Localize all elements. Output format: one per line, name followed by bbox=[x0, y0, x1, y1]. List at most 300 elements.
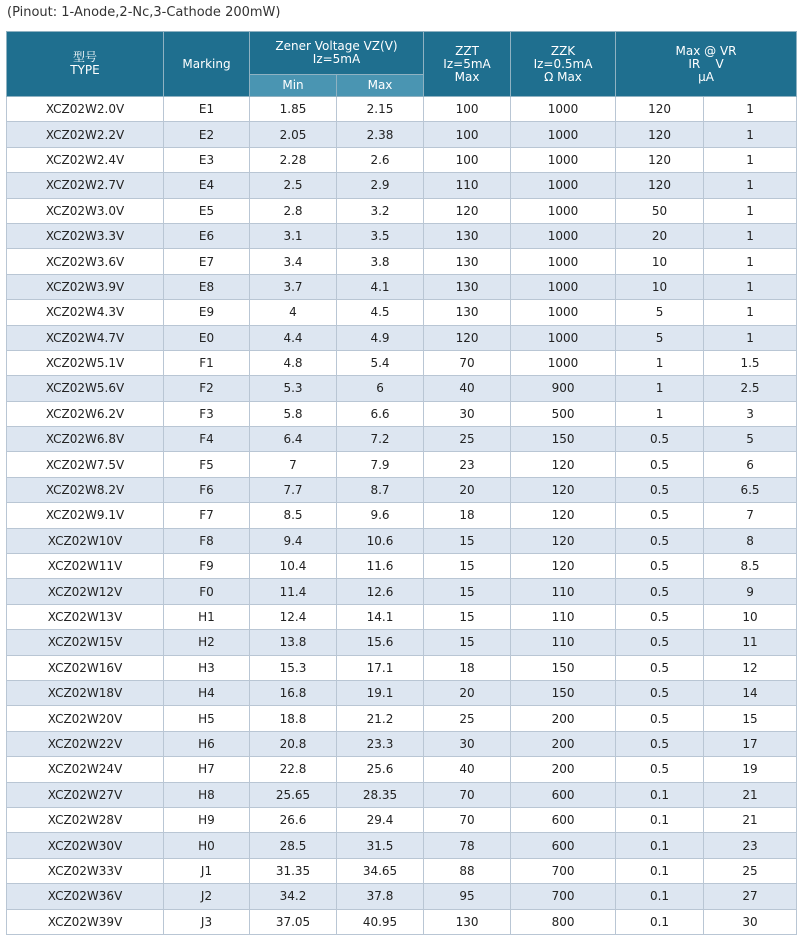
cell-type: XCZ02W15V bbox=[7, 630, 164, 655]
cell-zzk: 500 bbox=[511, 401, 616, 426]
cell-zzk: 120 bbox=[511, 503, 616, 528]
header-zzt-line1: ZZT bbox=[455, 43, 479, 58]
cell-marking: H7 bbox=[164, 757, 250, 782]
cell-ir: 0.5 bbox=[616, 731, 704, 756]
cell-vr: 17 bbox=[704, 731, 797, 756]
table-row bbox=[7, 706, 797, 731]
cell-vz-min: 3.7 bbox=[250, 274, 337, 299]
cell-zzk: 1000 bbox=[511, 198, 616, 223]
cell-zzt: 100 bbox=[424, 122, 511, 147]
table-row bbox=[7, 249, 797, 274]
cell-ir: 0.5 bbox=[616, 579, 704, 604]
cell-zzt: 70 bbox=[424, 350, 511, 375]
cell-zzt: 15 bbox=[424, 579, 511, 604]
cell-marking: H0 bbox=[164, 833, 250, 858]
cell-vz-max: 6 bbox=[337, 376, 424, 401]
cell-zzk: 900 bbox=[511, 376, 616, 401]
cell-vz-max: 34.65 bbox=[337, 858, 424, 883]
cell-vz-max: 17.1 bbox=[337, 655, 424, 680]
cell-zzk: 1000 bbox=[511, 249, 616, 274]
cell-zzt: 88 bbox=[424, 858, 511, 883]
table-row bbox=[7, 884, 797, 909]
cell-vz-max: 2.6 bbox=[337, 147, 424, 172]
cell-zzt: 100 bbox=[424, 97, 511, 122]
cell-vz-min: 22.8 bbox=[250, 757, 337, 782]
cell-zzk: 800 bbox=[511, 909, 616, 934]
table-row bbox=[7, 325, 797, 350]
cell-zzk: 1000 bbox=[511, 173, 616, 198]
cell-type: XCZ02W30V bbox=[7, 833, 164, 858]
cell-zzt: 40 bbox=[424, 757, 511, 782]
cell-vr: 15 bbox=[704, 706, 797, 731]
cell-vz-max: 2.38 bbox=[337, 122, 424, 147]
cell-zzt: 18 bbox=[424, 655, 511, 680]
cell-marking: E9 bbox=[164, 300, 250, 325]
cell-zzt: 70 bbox=[424, 807, 511, 832]
cell-ir: 0.5 bbox=[616, 757, 704, 782]
cell-ir: 10 bbox=[616, 249, 704, 274]
table-row bbox=[7, 147, 797, 172]
cell-marking: H6 bbox=[164, 731, 250, 756]
cell-zzt: 70 bbox=[424, 782, 511, 807]
cell-vz-max: 21.2 bbox=[337, 706, 424, 731]
table-row bbox=[7, 452, 797, 477]
cell-type: XCZ02W3.6V bbox=[7, 249, 164, 274]
cell-zzk: 150 bbox=[511, 655, 616, 680]
cell-ir: 1 bbox=[616, 350, 704, 375]
cell-ir: 0.5 bbox=[616, 706, 704, 731]
table-header bbox=[7, 32, 797, 97]
cell-type: XCZ02W2.4V bbox=[7, 147, 164, 172]
cell-ir: 0.5 bbox=[616, 452, 704, 477]
cell-vz-max: 4.9 bbox=[337, 325, 424, 350]
cell-marking: E7 bbox=[164, 249, 250, 274]
cell-vz-min: 34.2 bbox=[250, 884, 337, 909]
cell-vr: 12 bbox=[704, 655, 797, 680]
cell-vr: 1 bbox=[704, 249, 797, 274]
cell-vr: 1 bbox=[704, 223, 797, 248]
cell-ir: 120 bbox=[616, 122, 704, 147]
cell-vz-max: 40.95 bbox=[337, 909, 424, 934]
cell-zzk: 200 bbox=[511, 731, 616, 756]
cell-vz-max: 7.2 bbox=[337, 427, 424, 452]
cell-vr: 1 bbox=[704, 122, 797, 147]
cell-type: XCZ02W18V bbox=[7, 680, 164, 705]
cell-vz-min: 7.7 bbox=[250, 477, 337, 502]
cell-ir: 0.1 bbox=[616, 782, 704, 807]
cell-zzk: 700 bbox=[511, 884, 616, 909]
cell-zzt: 25 bbox=[424, 706, 511, 731]
header-zzk-line3: Ω Max bbox=[544, 69, 582, 84]
cell-vz-max: 4.5 bbox=[337, 300, 424, 325]
cell-vz-max: 23.3 bbox=[337, 731, 424, 756]
cell-vz-max: 2.9 bbox=[337, 173, 424, 198]
cell-vz-max: 6.6 bbox=[337, 401, 424, 426]
cell-vz-max: 8.7 bbox=[337, 477, 424, 502]
cell-vz-min: 26.6 bbox=[250, 807, 337, 832]
cell-ir: 1 bbox=[616, 401, 704, 426]
cell-ir: 0.5 bbox=[616, 680, 704, 705]
cell-zzk: 120 bbox=[511, 528, 616, 553]
table-row bbox=[7, 909, 797, 934]
header-zzt-line2: Iz=5mA bbox=[443, 56, 491, 71]
cell-ir: 0.5 bbox=[616, 427, 704, 452]
cell-type: XCZ02W7.5V bbox=[7, 452, 164, 477]
cell-marking: H3 bbox=[164, 655, 250, 680]
table-row bbox=[7, 274, 797, 299]
cell-type: XCZ02W11V bbox=[7, 554, 164, 579]
header-vz-max: Max bbox=[337, 75, 424, 97]
cell-marking: F2 bbox=[164, 376, 250, 401]
cell-vz-min: 7 bbox=[250, 452, 337, 477]
cell-vz-min: 2.5 bbox=[250, 173, 337, 198]
cell-zzk: 120 bbox=[511, 477, 616, 502]
header-ir-line3: μA bbox=[698, 69, 714, 84]
table-row bbox=[7, 554, 797, 579]
cell-marking: H9 bbox=[164, 807, 250, 832]
cell-vz-min: 2.8 bbox=[250, 198, 337, 223]
cell-marking: F1 bbox=[164, 350, 250, 375]
cell-vz-min: 8.5 bbox=[250, 503, 337, 528]
cell-ir: 120 bbox=[616, 147, 704, 172]
cell-marking: F9 bbox=[164, 554, 250, 579]
table-row bbox=[7, 680, 797, 705]
cell-type: XCZ02W12V bbox=[7, 579, 164, 604]
table-row bbox=[7, 833, 797, 858]
cell-type: XCZ02W27V bbox=[7, 782, 164, 807]
cell-vz-max: 25.6 bbox=[337, 757, 424, 782]
cell-marking: J3 bbox=[164, 909, 250, 934]
cell-zzk: 110 bbox=[511, 579, 616, 604]
cell-type: XCZ02W33V bbox=[7, 858, 164, 883]
cell-zzk: 700 bbox=[511, 858, 616, 883]
cell-zzk: 120 bbox=[511, 452, 616, 477]
cell-vz-min: 4.4 bbox=[250, 325, 337, 350]
cell-vz-max: 2.15 bbox=[337, 97, 424, 122]
cell-vz-min: 3.4 bbox=[250, 249, 337, 274]
header-zzt bbox=[424, 32, 511, 97]
cell-type: XCZ02W13V bbox=[7, 604, 164, 629]
header-vz-min: Min bbox=[250, 75, 337, 97]
cell-vr: 9 bbox=[704, 579, 797, 604]
cell-ir: 0.1 bbox=[616, 807, 704, 832]
cell-zzt: 20 bbox=[424, 680, 511, 705]
cell-vz-min: 2.05 bbox=[250, 122, 337, 147]
cell-vz-min: 31.35 bbox=[250, 858, 337, 883]
cell-vz-max: 14.1 bbox=[337, 604, 424, 629]
header-type bbox=[7, 32, 164, 97]
cell-type: XCZ02W5.6V bbox=[7, 376, 164, 401]
cell-zzt: 130 bbox=[424, 909, 511, 934]
cell-zzk: 110 bbox=[511, 630, 616, 655]
cell-vr: 21 bbox=[704, 807, 797, 832]
cell-marking: E5 bbox=[164, 198, 250, 223]
cell-type: XCZ02W20V bbox=[7, 706, 164, 731]
cell-zzk: 1000 bbox=[511, 122, 616, 147]
table-row bbox=[7, 503, 797, 528]
cell-ir: 120 bbox=[616, 173, 704, 198]
cell-type: XCZ02W9.1V bbox=[7, 503, 164, 528]
cell-marking: H4 bbox=[164, 680, 250, 705]
cell-zzt: 20 bbox=[424, 477, 511, 502]
header-ir-line2: IR V bbox=[688, 56, 724, 71]
header-vz-line2: Iz=5mA bbox=[312, 52, 361, 66]
cell-type: XCZ02W4.7V bbox=[7, 325, 164, 350]
cell-marking: E4 bbox=[164, 173, 250, 198]
cell-marking: H8 bbox=[164, 782, 250, 807]
cell-marking: F5 bbox=[164, 452, 250, 477]
header-marking: Marking bbox=[164, 32, 250, 97]
cell-zzt: 18 bbox=[424, 503, 511, 528]
cell-type: XCZ02W6.8V bbox=[7, 427, 164, 452]
cell-zzk: 120 bbox=[511, 554, 616, 579]
table-row bbox=[7, 782, 797, 807]
header-type-en: TYPE bbox=[70, 63, 100, 77]
header-zzk-line1: ZZK bbox=[550, 43, 576, 58]
cell-marking: F8 bbox=[164, 528, 250, 553]
table-row bbox=[7, 858, 797, 883]
cell-zzk: 1000 bbox=[511, 223, 616, 248]
cell-vr: 6 bbox=[704, 452, 797, 477]
header-zzk bbox=[511, 32, 616, 97]
cell-vz-max: 3.5 bbox=[337, 223, 424, 248]
cell-ir: 5 bbox=[616, 300, 704, 325]
table-row bbox=[7, 300, 797, 325]
cell-zzk: 600 bbox=[511, 807, 616, 832]
table-row bbox=[7, 97, 797, 122]
cell-ir: 0.5 bbox=[616, 655, 704, 680]
cell-vz-max: 29.4 bbox=[337, 807, 424, 832]
cell-type: XCZ02W16V bbox=[7, 655, 164, 680]
cell-zzk: 200 bbox=[511, 706, 616, 731]
cell-vz-max: 5.4 bbox=[337, 350, 424, 375]
cell-marking: F6 bbox=[164, 477, 250, 502]
cell-zzt: 25 bbox=[424, 427, 511, 452]
cell-type: XCZ02W2.2V bbox=[7, 122, 164, 147]
table-row bbox=[7, 757, 797, 782]
cell-type: XCZ02W5.1V bbox=[7, 350, 164, 375]
cell-type: XCZ02W3.0V bbox=[7, 198, 164, 223]
cell-marking: H1 bbox=[164, 604, 250, 629]
cell-vz-max: 12.6 bbox=[337, 579, 424, 604]
cell-type: XCZ02W39V bbox=[7, 909, 164, 934]
cell-zzk: 1000 bbox=[511, 325, 616, 350]
table-row bbox=[7, 350, 797, 375]
cell-zzt: 130 bbox=[424, 274, 511, 299]
cell-marking: F0 bbox=[164, 579, 250, 604]
cell-ir: 0.1 bbox=[616, 858, 704, 883]
cell-ir: 0.5 bbox=[616, 604, 704, 629]
cell-zzt: 23 bbox=[424, 452, 511, 477]
cell-vz-min: 20.8 bbox=[250, 731, 337, 756]
cell-vz-min: 4 bbox=[250, 300, 337, 325]
cell-zzt: 15 bbox=[424, 630, 511, 655]
cell-vr: 1 bbox=[704, 274, 797, 299]
cell-ir: 5 bbox=[616, 325, 704, 350]
cell-zzk: 200 bbox=[511, 757, 616, 782]
cell-type: XCZ02W3.9V bbox=[7, 274, 164, 299]
cell-zzk: 110 bbox=[511, 604, 616, 629]
cell-type: XCZ02W24V bbox=[7, 757, 164, 782]
cell-vz-min: 4.8 bbox=[250, 350, 337, 375]
cell-marking: E8 bbox=[164, 274, 250, 299]
cell-vr: 19 bbox=[704, 757, 797, 782]
cell-zzk: 1000 bbox=[511, 274, 616, 299]
cell-vz-min: 1.85 bbox=[250, 97, 337, 122]
cell-vz-min: 6.4 bbox=[250, 427, 337, 452]
cell-vr: 11 bbox=[704, 630, 797, 655]
cell-zzk: 1000 bbox=[511, 97, 616, 122]
cell-vr: 1 bbox=[704, 173, 797, 198]
cell-zzt: 30 bbox=[424, 401, 511, 426]
cell-zzt: 120 bbox=[424, 198, 511, 223]
cell-ir: 0.1 bbox=[616, 909, 704, 934]
cell-vz-min: 18.8 bbox=[250, 706, 337, 731]
cell-vz-max: 37.8 bbox=[337, 884, 424, 909]
table-row bbox=[7, 579, 797, 604]
cell-vz-max: 11.6 bbox=[337, 554, 424, 579]
cell-vr: 5 bbox=[704, 427, 797, 452]
cell-marking: F3 bbox=[164, 401, 250, 426]
cell-zzt: 110 bbox=[424, 173, 511, 198]
header-reverse-current bbox=[616, 32, 797, 97]
cell-vz-min: 15.3 bbox=[250, 655, 337, 680]
table-row bbox=[7, 198, 797, 223]
cell-vr: 1 bbox=[704, 325, 797, 350]
cell-vr: 1 bbox=[704, 300, 797, 325]
cell-vr: 27 bbox=[704, 884, 797, 909]
cell-marking: F4 bbox=[164, 427, 250, 452]
cell-vr: 3 bbox=[704, 401, 797, 426]
table-row bbox=[7, 604, 797, 629]
cell-type: XCZ02W8.2V bbox=[7, 477, 164, 502]
cell-zzt: 130 bbox=[424, 223, 511, 248]
table-row bbox=[7, 655, 797, 680]
cell-vr: 6.5 bbox=[704, 477, 797, 502]
table-row bbox=[7, 122, 797, 147]
cell-type: XCZ02W2.0V bbox=[7, 97, 164, 122]
cell-vz-max: 28.35 bbox=[337, 782, 424, 807]
cell-vr: 1 bbox=[704, 97, 797, 122]
table-row bbox=[7, 427, 797, 452]
header-ir-line1: Max @ VR bbox=[675, 43, 737, 58]
cell-vz-max: 10.6 bbox=[337, 528, 424, 553]
cell-ir: 0.5 bbox=[616, 477, 704, 502]
cell-zzt: 15 bbox=[424, 554, 511, 579]
cell-vz-max: 15.6 bbox=[337, 630, 424, 655]
cell-marking: H2 bbox=[164, 630, 250, 655]
header-zzt-line3: Max bbox=[454, 69, 480, 84]
cell-ir: 120 bbox=[616, 97, 704, 122]
cell-type: XCZ02W2.7V bbox=[7, 173, 164, 198]
cell-vz-max: 9.6 bbox=[337, 503, 424, 528]
cell-vr: 14 bbox=[704, 680, 797, 705]
table-row bbox=[7, 173, 797, 198]
cell-zzt: 40 bbox=[424, 376, 511, 401]
cell-marking: J2 bbox=[164, 884, 250, 909]
header-vz-line1: Zener Voltage VZ(V) bbox=[275, 39, 398, 53]
table-row bbox=[7, 401, 797, 426]
cell-type: XCZ02W6.2V bbox=[7, 401, 164, 426]
cell-marking: E0 bbox=[164, 325, 250, 350]
cell-vr: 30 bbox=[704, 909, 797, 934]
cell-vr: 21 bbox=[704, 782, 797, 807]
cell-vr: 10 bbox=[704, 604, 797, 629]
cell-ir: 10 bbox=[616, 274, 704, 299]
cell-ir: 0.1 bbox=[616, 884, 704, 909]
cell-vz-min: 10.4 bbox=[250, 554, 337, 579]
cell-type: XCZ02W28V bbox=[7, 807, 164, 832]
cell-vz-min: 28.5 bbox=[250, 833, 337, 858]
table-body bbox=[7, 97, 797, 935]
cell-marking: E1 bbox=[164, 97, 250, 122]
cell-vz-min: 5.3 bbox=[250, 376, 337, 401]
cell-zzk: 1000 bbox=[511, 350, 616, 375]
cell-vr: 8 bbox=[704, 528, 797, 553]
cell-marking: J1 bbox=[164, 858, 250, 883]
cell-zzt: 100 bbox=[424, 147, 511, 172]
cell-ir: 0.1 bbox=[616, 833, 704, 858]
header-zener-voltage bbox=[250, 32, 424, 75]
cell-zzk: 150 bbox=[511, 427, 616, 452]
cell-zzk: 1000 bbox=[511, 147, 616, 172]
table-row bbox=[7, 477, 797, 502]
cell-zzt: 130 bbox=[424, 249, 511, 274]
cell-type: XCZ02W36V bbox=[7, 884, 164, 909]
table-row bbox=[7, 528, 797, 553]
table-row bbox=[7, 223, 797, 248]
cell-zzk: 600 bbox=[511, 833, 616, 858]
cell-zzt: 78 bbox=[424, 833, 511, 858]
cell-marking: E3 bbox=[164, 147, 250, 172]
cell-vr: 8.5 bbox=[704, 554, 797, 579]
cell-zzt: 30 bbox=[424, 731, 511, 756]
cell-zzt: 130 bbox=[424, 300, 511, 325]
cell-vz-min: 13.8 bbox=[250, 630, 337, 655]
cell-vz-min: 16.8 bbox=[250, 680, 337, 705]
cell-ir: 0.5 bbox=[616, 554, 704, 579]
cell-vz-min: 25.65 bbox=[250, 782, 337, 807]
table-row bbox=[7, 731, 797, 756]
cell-vr: 2.5 bbox=[704, 376, 797, 401]
table-row bbox=[7, 376, 797, 401]
header-zzk-line2: Iz=0.5mA bbox=[533, 56, 593, 71]
cell-zzt: 120 bbox=[424, 325, 511, 350]
cell-vz-min: 37.05 bbox=[250, 909, 337, 934]
zener-spec-table bbox=[6, 31, 797, 935]
cell-ir: 20 bbox=[616, 223, 704, 248]
cell-zzk: 600 bbox=[511, 782, 616, 807]
cell-vz-min: 2.28 bbox=[250, 147, 337, 172]
cell-ir: 0.5 bbox=[616, 528, 704, 553]
cell-type: XCZ02W22V bbox=[7, 731, 164, 756]
cell-vz-min: 5.8 bbox=[250, 401, 337, 426]
cell-vr: 23 bbox=[704, 833, 797, 858]
cell-zzt: 15 bbox=[424, 528, 511, 553]
cell-vr: 7 bbox=[704, 503, 797, 528]
cell-vz-min: 12.4 bbox=[250, 604, 337, 629]
cell-vz-max: 7.9 bbox=[337, 452, 424, 477]
cell-marking: E2 bbox=[164, 122, 250, 147]
header-type-cn: 型号 bbox=[72, 50, 97, 64]
table-row bbox=[7, 630, 797, 655]
cell-vr: 1 bbox=[704, 147, 797, 172]
cell-marking: E6 bbox=[164, 223, 250, 248]
cell-vr: 25 bbox=[704, 858, 797, 883]
cell-ir: 0.5 bbox=[616, 630, 704, 655]
cell-type: XCZ02W3.3V bbox=[7, 223, 164, 248]
cell-vz-max: 19.1 bbox=[337, 680, 424, 705]
